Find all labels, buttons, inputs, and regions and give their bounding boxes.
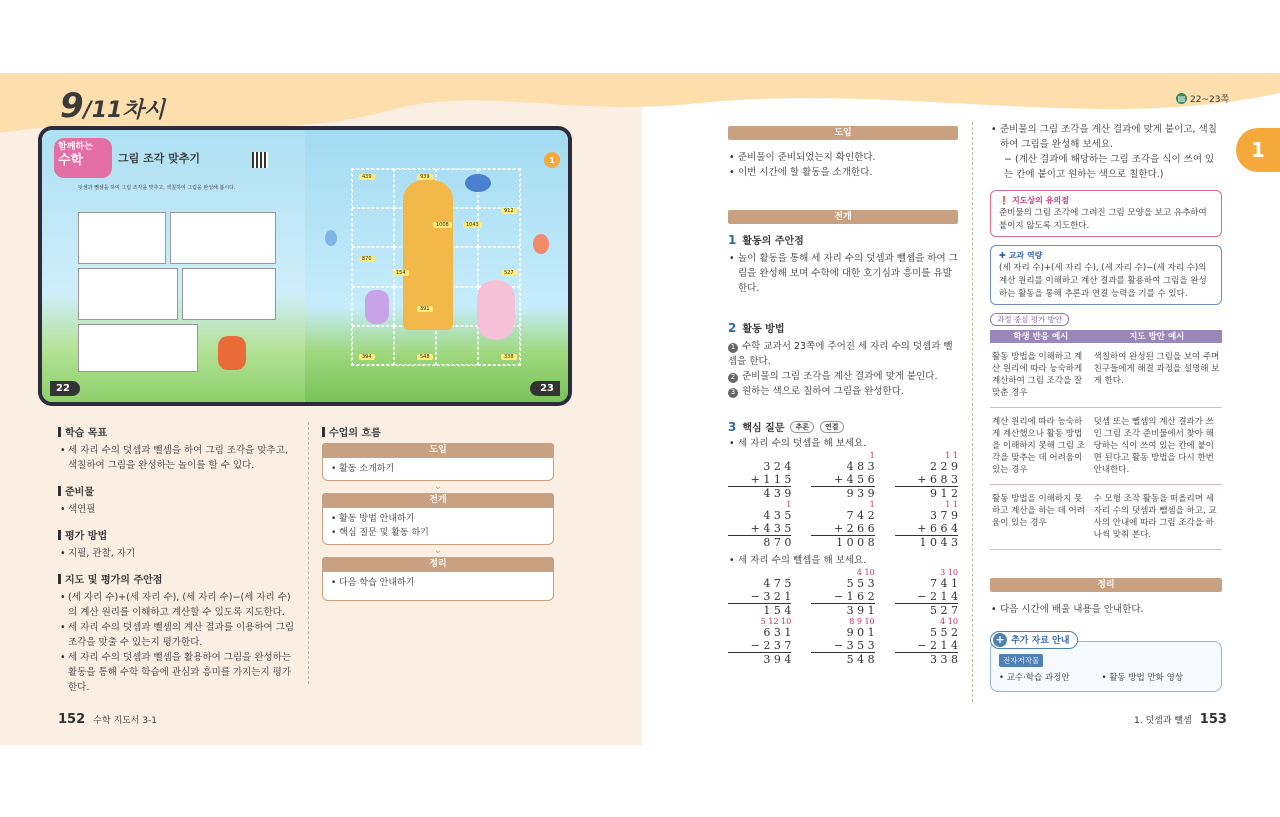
answer-tag: 870 — [359, 256, 375, 262]
operand-bottom: + 4 3 5 — [750, 522, 792, 535]
flow-step-head: 정리 — [322, 557, 554, 571]
carry-digits: 5 12 10 — [760, 617, 792, 626]
balloon-red — [533, 234, 549, 254]
guide-title: 지도 및 평가의 주안점 — [58, 571, 298, 586]
table-row: 계산 원리에 따라 능숙하게 계산했으나 활동 방법을 이해하지 못해 그림 조각을 맞추는 데 어려움이 있는 경우 덧셈 또는 뺄셈의 계산 결과가 쓰인 그림 조각 준비물에서 찾아 해당하는 식이 쓰여 있는 칸에 붙이면 된다고 활동 방법을 다시 한번 안내한다. — [990, 408, 1222, 485]
bird-picture — [465, 174, 491, 192]
answer-tag: 1043 — [463, 222, 482, 228]
result: 3 9 1 — [811, 603, 874, 617]
flow-title: 수업의 흐름 — [322, 424, 554, 439]
operand-top: 4 8 3 — [846, 460, 875, 473]
answer-tag: 154 — [393, 270, 409, 276]
intro-item: • 준비물이 준비되었는지 확인한다. — [728, 150, 958, 165]
operand-bottom: − 3 5 3 — [833, 639, 875, 652]
answer-tag: 939 — [417, 174, 433, 180]
result: 8 7 0 — [728, 535, 791, 549]
guide-item: • (세 자리 수)+(세 자리 수), (세 자리 수)−(세 자리 수)의 계산 원리를 이해하고 계산할 수 있도록 지도한다. — [58, 590, 298, 620]
subtraction-problems — [728, 568, 958, 666]
operand-top: 5 5 3 — [846, 577, 875, 590]
operand-top: 3 7 9 — [929, 509, 958, 522]
section-heading: 2 활동 방법 — [728, 320, 785, 335]
lesson-flow — [322, 424, 554, 601]
book-icon: ▤ — [1177, 94, 1186, 103]
operand-top: 4 3 5 — [763, 509, 792, 522]
answer-tag: 527 — [501, 270, 517, 276]
operand-bottom: − 1 6 2 — [833, 590, 875, 603]
girl-with-camera — [218, 336, 246, 370]
step-number-icon: 2 — [728, 373, 738, 383]
answer-tag: 548 — [417, 354, 433, 360]
caution-note: ❗ 지도상의 유의점 준비물의 그림 조각에 그려진 그림 모양을 보고 유추하여 붙이지 않도록 지도한다. — [990, 190, 1222, 237]
wrap-bar: 정리 — [990, 578, 1222, 592]
answer-tag: 439 — [359, 174, 375, 180]
resource-link[interactable]: • 교수·학습 과정안 — [999, 672, 1070, 683]
intro-item: • 이번 시간에 할 활동을 소개한다. — [728, 165, 958, 180]
flow-item: • 다음 학습 안내하기 — [331, 578, 415, 588]
extra-title: + 추가 자료 안내 — [990, 631, 1078, 649]
prep-item: • 색연필 — [58, 502, 298, 517]
flow-step-box — [322, 571, 554, 601]
add-prompt: • 세 자리 수의 덧셈을 해 보세요. — [728, 436, 958, 451]
comic-panel — [78, 268, 178, 320]
table-row: 활동 방법을 이해하고 계산 원리에 따라 능숙하게 계산하여 그림 조각을 잘 맞춘 경우 색칠하여 완성된 그림을 보여 주며 친구들에게 해결 과정을 설명해 보게 한다. — [990, 343, 1222, 408]
carry-digits: 1 1 — [945, 451, 958, 460]
step-number-icon: 3 — [728, 388, 738, 398]
operand-top: 5 5 2 — [929, 626, 958, 639]
sub-prompt: • 세 자리 수의 뺄셈을 해 보세요. — [728, 553, 958, 568]
result: 1 0 4 3 — [895, 535, 958, 549]
calc-problem — [728, 568, 791, 617]
lesson-info-column — [58, 424, 298, 705]
operand-bottom: − 2 1 4 — [917, 639, 958, 652]
carry-digits — [728, 451, 791, 460]
operand-top: 2 2 9 — [929, 460, 958, 473]
textbook-page-ref: ▤ 22~23쪽 — [1177, 94, 1230, 105]
guide-item: • 세 자리 수의 덧셈과 뺄셈을 활용하여 그림을 완성하는 활동을 통해 수학 학습에 관심과 흥미를 가지는지 평가한다. — [58, 650, 298, 695]
operand-bottom: + 1 1 5 — [750, 473, 792, 486]
result: 5 4 8 — [811, 652, 874, 666]
operand-top: 9 0 1 — [846, 626, 875, 639]
col2-sub: − (계산 결과에 해당하는 그림 조각을 식이 쓰여 있는 칸에 붙이고 원하는 색으로 칠한다.) — [1004, 154, 1215, 180]
operand-top: 7 4 1 — [929, 577, 958, 590]
calc-problem — [895, 617, 958, 666]
carry-digits: 1 — [869, 500, 875, 509]
calc-problem — [895, 500, 958, 549]
together-math-badge: 함께하는 수학 — [54, 138, 112, 178]
reasoning-tag: 추론 — [790, 421, 814, 433]
addition-problems — [728, 451, 958, 549]
calc-problem — [811, 500, 874, 549]
wrap-item: • 다음 시간에 배울 내용을 안내한다. — [991, 604, 1144, 615]
intro-bar: 도입 — [728, 126, 958, 140]
comic-panel — [78, 324, 198, 372]
carry-digits — [728, 568, 791, 577]
calc-problem — [811, 617, 874, 666]
comic-panel — [170, 212, 276, 264]
result: 5 2 7 — [895, 603, 958, 617]
flow-item: • 활동 방법 안내하기 — [331, 514, 415, 524]
calc-problem — [811, 568, 874, 617]
result: 3 3 8 — [895, 652, 958, 666]
method-step: 2 준비물의 그림 조각을 계산 결과에 맞게 붙인다. — [728, 369, 958, 384]
operand-bottom: − 2 3 7 — [750, 639, 792, 652]
answer-tag: 912 — [501, 208, 517, 214]
prep-title: 준비물 — [58, 483, 298, 498]
operand-bottom: + 6 8 3 — [917, 473, 958, 486]
footer-right: 1. 덧셈과 뺄셈 153 — [1134, 712, 1227, 727]
carry-digits: 1 1 — [945, 500, 958, 509]
alert-icon: ❗ — [999, 196, 1009, 205]
flow-item: • 활동 소개하기 — [331, 464, 395, 474]
result: 1 5 4 — [728, 603, 791, 617]
result: 3 9 4 — [728, 652, 791, 666]
section-heading: 1 활동의 주안점 — [728, 232, 804, 247]
carry-digits: 8 9 10 — [849, 617, 875, 626]
flow-item: • 핵심 질문 및 활동 하기 — [331, 528, 429, 538]
textbook-page-left-number: 22 — [50, 381, 80, 396]
table-row: 활동 방법을 이해하지 못하고 계산을 하는 데 어려움이 있는 경우 수 모형 조작 활동을 떠올리며 세 자리 수의 덧셈과 뺄셈을 하고, 교사의 안내에 따라 그림 조각을 하나씩 맞춰 본다. — [990, 485, 1222, 550]
operand-bottom: + 4 5 6 — [833, 473, 875, 486]
textbook-right-page — [305, 130, 568, 402]
goal-item: • 세 자리 수의 덧셈과 뺄셈을 하여 그림 조각을 맞추고, 색칠하여 그림을 완성하는 놀이를 할 수 있다. — [58, 443, 298, 473]
operand-bottom: + 2 6 6 — [833, 522, 875, 535]
carry-digits: 4 10 — [856, 568, 875, 577]
competency-note: ✚ 교과 역량 (세 자리 수)+(세 자리 수), (세 자리 수)−(세 자리 수)의 계산 원리를 이해하고 계산 결과를 활용하여 그림을 완성하는 활동을 통해 추론과 연결 능력을 기를 수 있다. — [990, 245, 1222, 305]
flow-step-box — [322, 507, 554, 545]
step-number-icon: 1 — [728, 343, 738, 353]
table-header: 지도 방안 예시 — [1092, 330, 1222, 343]
operand-bottom: − 3 2 1 — [750, 590, 792, 603]
calc-problem — [728, 617, 791, 666]
calc-problem — [728, 451, 791, 500]
calc-problem — [895, 568, 958, 617]
answer-tag: 391 — [417, 306, 433, 312]
answer-tag: 338 — [501, 354, 517, 360]
operand-top: 4 7 5 — [763, 577, 792, 590]
operand-top: 6 3 1 — [763, 626, 792, 639]
plus-icon: + — [993, 633, 1007, 647]
method-step: 1 수학 교과서 23쪽에 주어진 세 자리 수의 덧셈과 뺄셈을 한다. — [728, 341, 953, 367]
col2-bullet: • 준비물의 그림 조각을 계산 결과에 맞게 붙이고, 색칠하여 그림을 완성해 보세요. — [991, 124, 1217, 150]
textbook-left-page — [42, 130, 305, 402]
carry-digits: 1 — [869, 451, 875, 460]
textbook-image — [38, 126, 572, 406]
connection-tag: 연결 — [820, 421, 844, 433]
plus-icon: ✚ — [999, 251, 1006, 260]
flow-step-head: 도입 — [322, 443, 554, 457]
dev-bar: 전개 — [728, 210, 958, 224]
eval-plan-tag: 과정 중심 평가 방안 — [990, 313, 1069, 326]
focus-text: • 놀이 활동을 통해 세 자리 수의 덧셈과 뺄셈을 하여 그림을 완성해 보며 수학에 대한 호기심과 흥미를 유발한다. — [728, 251, 958, 296]
guide-item: • 세 자리 수의 덧셈과 뺄셈의 계산 결과를 이용하여 그림 조각을 맞출 수 있는지 평가한다. — [58, 620, 298, 650]
eval-table — [990, 330, 1222, 550]
table-header: 학생 반응 예시 — [990, 330, 1092, 343]
answer-tag: 1008 — [433, 222, 452, 228]
calc-problem — [895, 451, 958, 500]
e-material-chip: 전자저작물 — [999, 654, 1043, 667]
comic-panel — [182, 268, 276, 320]
guide-column — [990, 122, 1222, 617]
chapter-tab[interactable]: 1 — [1236, 128, 1280, 172]
eval-title: 평가 방법 — [58, 527, 298, 542]
column-divider — [308, 422, 309, 684]
rabbit-picture — [477, 280, 515, 340]
qr-code-icon — [252, 152, 268, 168]
result: 9 1 2 — [895, 486, 958, 500]
activity-column — [728, 126, 958, 666]
operand-bottom: − 2 1 4 — [917, 590, 958, 603]
chevron-down-icon: ⌄ — [433, 545, 443, 556]
goal-title: 학습 목표 — [58, 424, 298, 439]
extra-resources — [990, 628, 1222, 692]
section-heading: 3 핵심 질문 추론 연결 — [728, 419, 958, 434]
textbook-instruction: 덧셈과 뺄셈을 하여 그림 조각을 맞추고, 색칠하여 그림을 완성해 봅시다. — [78, 185, 236, 191]
column-divider — [972, 122, 973, 702]
carry-digits: 4 10 — [940, 617, 958, 626]
flow-step-head: 전개 — [322, 493, 554, 507]
flow-step-box — [322, 457, 554, 481]
textbook-title: 그림 조각 맞추기 — [118, 152, 201, 165]
textbook-page-right-number: 23 — [530, 381, 560, 396]
result: 4 3 9 — [728, 486, 791, 500]
chevron-down-icon: ⌄ — [433, 481, 443, 492]
comic-panel — [78, 212, 166, 264]
result: 1 0 0 8 — [811, 535, 874, 549]
corner-number: 1 — [544, 152, 560, 168]
footer-left: 152 수학 지도서 3-1 — [58, 712, 158, 727]
result: 9 3 9 — [811, 486, 874, 500]
girl-picture — [365, 290, 389, 324]
operand-top: 3 2 4 — [763, 460, 792, 473]
answer-tag: 394 — [359, 354, 375, 360]
resource-link[interactable]: • 활동 방법 만화 영상 — [1101, 672, 1183, 683]
calc-problem — [811, 451, 874, 500]
eval-item: • 지필, 관찰, 자기 — [58, 546, 298, 561]
operand-top: 7 4 2 — [846, 509, 875, 522]
operand-bottom: + 6 6 4 — [917, 522, 958, 535]
carry-digits: 1 — [786, 500, 792, 509]
carry-digits: 3 10 — [940, 568, 958, 577]
method-step: 3 원하는 색으로 칠하여 그림을 완성한다. — [728, 384, 958, 399]
balloon-blue — [325, 230, 337, 246]
lesson-number: 9/11차시 — [60, 86, 165, 126]
calc-problem — [728, 500, 791, 549]
